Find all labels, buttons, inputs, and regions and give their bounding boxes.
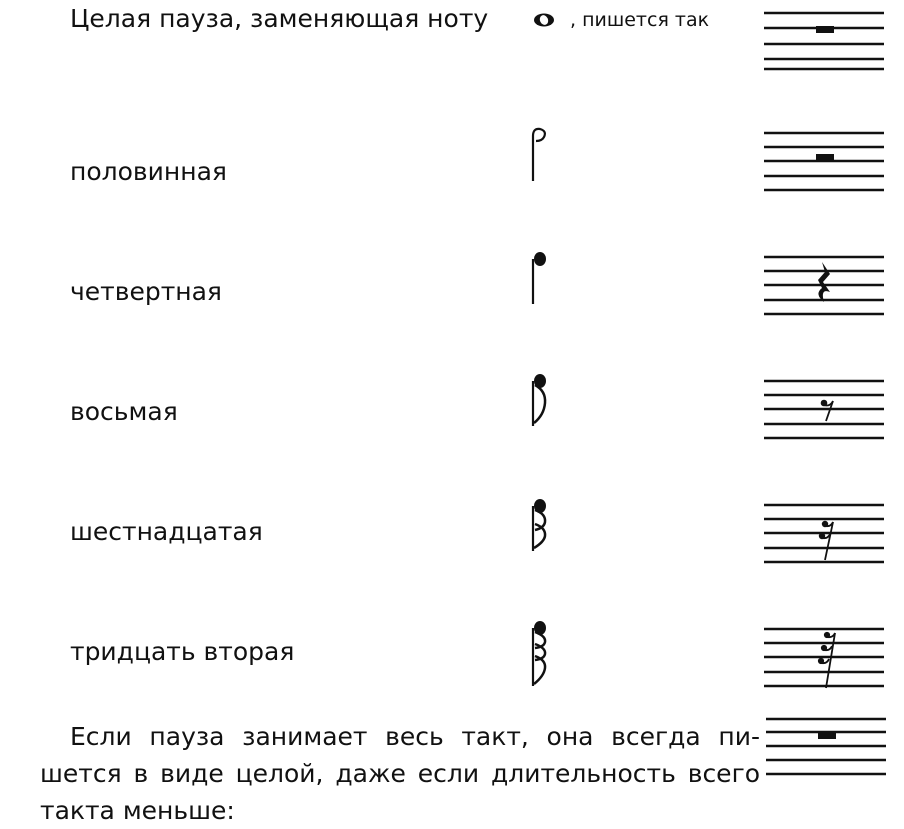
full-measure-rest-icon (818, 732, 836, 739)
intro-text: Целая пауза, заменяющая ноту (70, 4, 489, 33)
staff-full-measure-rest (766, 712, 890, 782)
sixteenth-rest-icon (819, 521, 833, 560)
row-label-quarter: четвертная (70, 277, 222, 306)
row-label-thirty-second: тридцать вторая (70, 637, 295, 666)
row-label-eighth: восьмая (70, 397, 178, 426)
paragraph-line-2: шется в виде целой, даже если длительность всего (40, 759, 760, 788)
quarter-note-icon (530, 249, 560, 309)
sixteenth-note-icon (530, 496, 560, 556)
whole-rest-icon (816, 26, 834, 33)
staff-sixteenth-rest (764, 498, 888, 568)
explanation-paragraph (40, 718, 760, 829)
eighth-rest-icon (821, 400, 833, 421)
eighth-note-icon (530, 371, 560, 431)
row-label-sixteenth: шестнадцатая (70, 517, 263, 546)
staff-thirty-second-rest (764, 622, 888, 692)
paragraph-line-3: такта меньше: (40, 796, 235, 825)
thirty-second-rest-icon (818, 632, 835, 688)
row-label-half: половинная (70, 157, 227, 186)
paragraph-line-1: Если пауза занимает весь такт, она всегда пи- (70, 722, 760, 751)
intro-tail-text: , пишется так (570, 9, 710, 31)
staff-quarter-rest (764, 250, 888, 320)
whole-note-icon (533, 11, 563, 31)
staff-eighth-rest (764, 374, 888, 444)
thirty-second-note-icon (530, 618, 560, 688)
quarter-rest-icon (818, 262, 830, 302)
staff-whole-rest (764, 8, 888, 78)
half-note-icon (530, 126, 560, 186)
staff-half-rest (764, 128, 888, 198)
half-rest-icon (816, 154, 834, 161)
